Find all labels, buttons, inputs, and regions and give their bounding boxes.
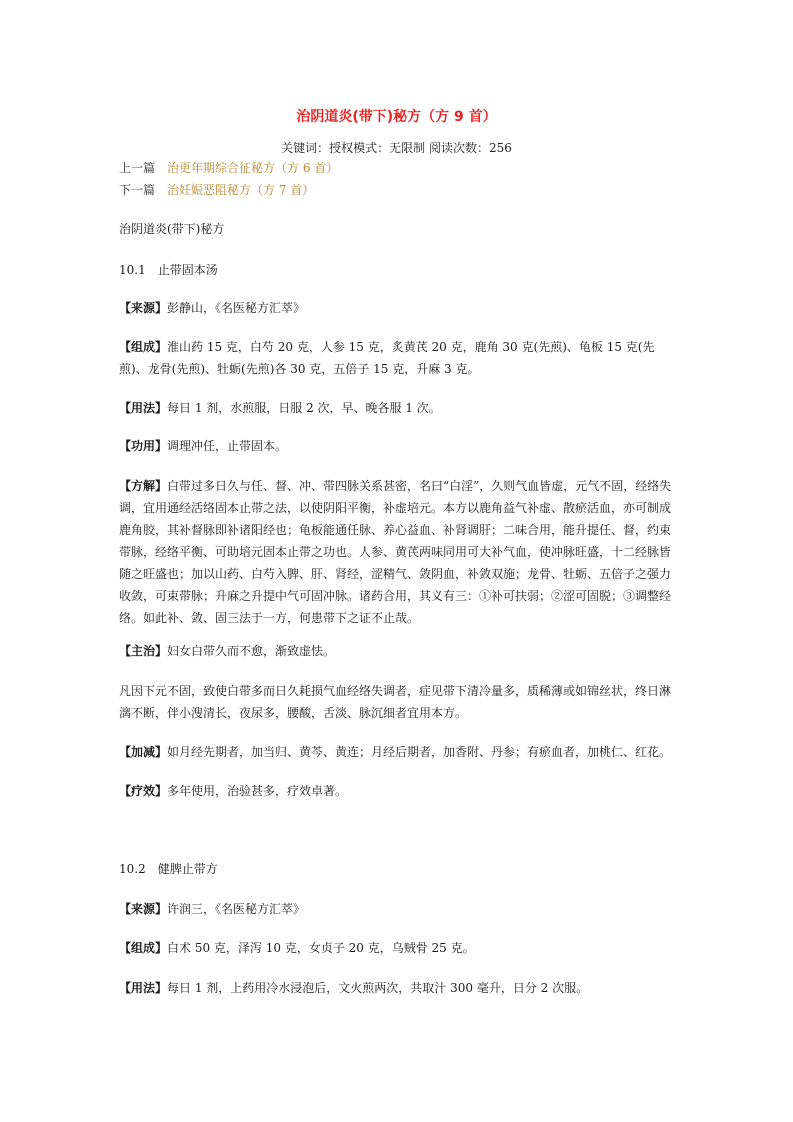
next-article-line bbox=[119, 181, 314, 199]
recipe-result bbox=[119, 780, 679, 802]
composition-text: 白术 50 克，泽泻 10 克，女贞子 20 克，乌贼骨 25 克。 bbox=[167, 941, 475, 955]
recipe-indication bbox=[119, 640, 679, 662]
recipe2-heading: 10.2 健脾止带方 bbox=[119, 862, 218, 876]
recipe-note: 凡因下元不固，致使白带多而日久耗损气血经络失调者，症见带下清冷量多，质稀薄或如锦丝状，终日淋漓不断，伴小溲清长，夜尿多，腰酸，舌淡、脉沉细者宜用本方。 bbox=[119, 684, 672, 720]
page-title: 治阴道炎(带下)秘方（方 9 首） bbox=[296, 109, 497, 125]
recipe-composition bbox=[119, 336, 679, 380]
recipe-source bbox=[119, 297, 679, 319]
source-text: 彭静山，《名医秘方汇萃》 bbox=[167, 301, 306, 315]
composition-tag: 【组成】 bbox=[119, 941, 168, 955]
source-tag: 【来源】 bbox=[119, 301, 168, 315]
source-text: 许润三，《名医秘方汇萃》 bbox=[167, 902, 306, 916]
prev-label: 上一篇 bbox=[119, 161, 156, 175]
source-tag: 【来源】 bbox=[119, 902, 168, 916]
section-heading: 治阴道炎(带下)秘方 bbox=[119, 222, 225, 236]
recipe-effect bbox=[119, 435, 679, 457]
usage-text: 每日 1 剂，水煎服，日服 2 次，早、晚各服 1 次。 bbox=[167, 401, 441, 415]
explain-tag: 【方解】 bbox=[119, 479, 168, 493]
recipe-modification bbox=[119, 741, 679, 763]
usage-tag: 【用法】 bbox=[119, 981, 168, 995]
recipe2-source bbox=[119, 898, 679, 920]
meta-info: 关键词：授权模式：无限制 阅读次数：256 bbox=[281, 141, 512, 155]
prev-article-line bbox=[119, 159, 338, 177]
recipe-explanation bbox=[119, 475, 679, 629]
recipe-usage bbox=[119, 397, 679, 419]
recipe2-composition bbox=[119, 937, 679, 959]
next-label: 下一篇 bbox=[119, 183, 156, 197]
result-text: 多年使用，治验甚多，疗效卓著。 bbox=[167, 784, 348, 798]
indication-tag: 【主治】 bbox=[119, 644, 168, 658]
result-tag: 【疗效】 bbox=[119, 784, 168, 798]
recipe-heading: 10.1 止带固本汤 bbox=[119, 263, 218, 277]
explain-text: 白带过多日久与任、督、冲、带四脉关系甚密，名曰“白淫”，久则气血皆虚，元气不固，经络失调，宜用通经活络固本止带之法，以使阴阳平衡，补虚培元。本方以鹿角益气补虚、散瘀活血，亦可制成鹿角胶，其补督脉即补诸阳经也；龟板能通任脉、养心益血、补肾调肝；二味合用，能升提任、督，约束带脉，经络平衡、可助培元固本止带之功也。人参、黄芪两味同用可大补气血，使冲脉旺盛，十二经脉皆随之旺盛也；加以山药、白芍入脾、肝、肾经，涩精气、敛阴血，补敛双施；龙骨、牡蛎、五倍子之强力收敛，可束带脉；升麻之升提中气可固冲脉。诸药合用，其义有三：①补可扶弱；②涩可固脱；③调整经络。如此补、敛、固三法于一方，何患带下之证不止哉。 bbox=[119, 479, 672, 625]
effect-tag: 【功用】 bbox=[119, 439, 168, 453]
indication-text: 妇女白带久而不愈，渐致虚怯。 bbox=[167, 644, 336, 658]
next-article-link[interactable]: 治妊娠恶阻秘方（方 7 首） bbox=[167, 183, 315, 197]
recipe2-usage bbox=[119, 977, 679, 999]
modify-text: 如月经先期者，加当归、黄芩、黄连；月经后期者，加香附、丹参；有瘀血者，加桃仁、红花。 bbox=[167, 745, 672, 759]
composition-text: 淮山药 15 克，白芍 20 克，人参 15 克，炙黄芪 20 克，鹿角 30 克(先煎)、龟板 15 克(先煎)、龙骨(先煎)、牡蛎(先煎)各 30 克，五倍子 15 克，升麻 3 克。 bbox=[119, 340, 655, 376]
effect-text: 调理冲任，止带固本。 bbox=[167, 439, 288, 453]
composition-tag: 【组成】 bbox=[119, 340, 168, 354]
modify-tag: 【加减】 bbox=[119, 745, 168, 759]
usage-tag: 【用法】 bbox=[119, 401, 168, 415]
usage-text: 每日 1 剂，上药用冷水浸泡后，文火煎两次，共取汁 300 毫升，日分 2 次服。 bbox=[167, 981, 589, 995]
prev-article-link[interactable]: 治更年期综合征秘方（方 6 首） bbox=[167, 161, 339, 175]
